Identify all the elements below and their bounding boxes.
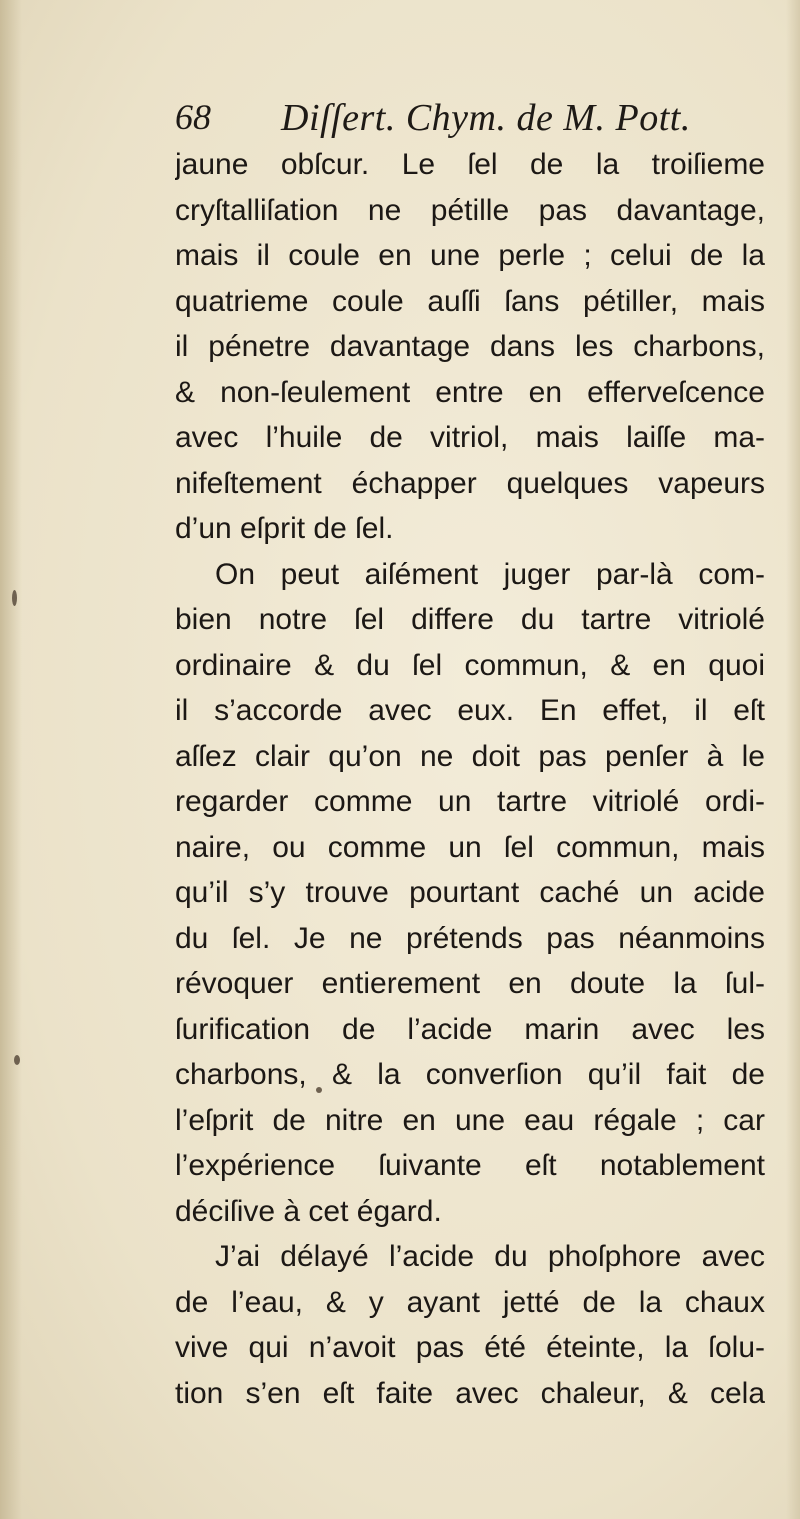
text-line: l’eſprit de nitre en une eau régale ; car [175, 1103, 765, 1137]
page-number: 68 [175, 97, 211, 137]
text-line: du ſel. Je ne prétends pas néanmoins [175, 921, 765, 955]
text-line: déciſive à cet égard. [175, 1194, 442, 1228]
text-line: naire, ou comme un ſel commun, mais [175, 830, 765, 864]
text-line: bien notre ſel differe du tartre vitriolé [175, 603, 765, 636]
text-line: ſurification de l’acide marin avec les [175, 1012, 765, 1046]
gutter-shadow [0, 0, 22, 1519]
text-line: révoquer entierement en doute la ſul- [175, 967, 765, 1000]
text-line: ordinaire & du ſel commun, & en quoi [175, 648, 765, 682]
text-line: vive qui n’avoit pas été éteinte, la ſolu- [175, 1331, 765, 1364]
text-line: il pénetre davantage dans les charbons, [175, 330, 765, 363]
text-line: mais il coule en une perle ; celui de la [175, 239, 765, 272]
text-line: cryſtalliſation ne pétille pas davantage, [175, 193, 765, 227]
paragraph-start-line: On peut aiſément juger par-là com- [215, 557, 765, 591]
ink-speck [12, 590, 17, 606]
text-line: charbons, & la converſion qu’il fait de [175, 1058, 765, 1091]
text-line: regarder comme un tartre vitriolé ordi- [175, 785, 765, 818]
text-line: l’expérience ſuivante eſt notablement [175, 1149, 765, 1182]
text-line: avec l’huile de vitriol, mais laiſſe ma- [175, 421, 765, 454]
text-line: tion s’en eſt faite avec chaleur, & cela [175, 1376, 765, 1410]
text-line: d’un eſprit de ſel. [175, 512, 394, 545]
ink-speck [14, 1055, 20, 1065]
text-line: quatrieme coule auſſi ſans pétiller, mais [175, 284, 765, 318]
text-line: nifeſtement échapper quelques vapeurs [175, 466, 765, 500]
body-text [175, 142, 765, 1416]
text-line: qu’il s’y trouve pourtant caché un acide [175, 876, 765, 909]
page-header [175, 96, 765, 146]
text-line: jaune obſcur. Le ſel de la troiſieme [175, 148, 765, 181]
text-line: il s’accorde avec eux. En effet, il eſt [175, 694, 765, 727]
text-line: de l’eau, & y ayant jetté de la chaux [175, 1285, 765, 1319]
text-line: & non-ſeulement entre en efferveſcence [175, 375, 765, 409]
paragraph-start-line: J’ai délayé l’acide du phoſphore avec [215, 1240, 765, 1273]
page-edge [786, 0, 800, 1519]
running-title: Diſſert. Chym. de M. Pott. [281, 97, 691, 139]
text-line: aſſez clair qu’on ne doit pas penſer à le [175, 739, 765, 773]
